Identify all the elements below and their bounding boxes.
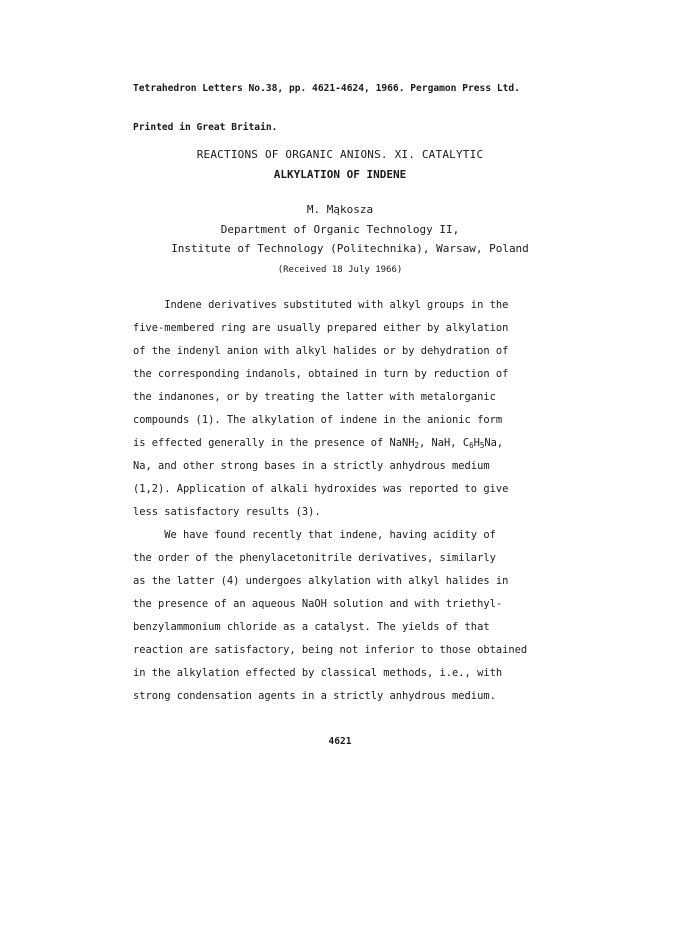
body-line: of the indenyl anion with alkyl halides or by dehydration of xyxy=(133,345,509,357)
article-title-line-1: REACTIONS OF ORGANIC ANIONS. XI. CATALYTIC xyxy=(196,148,484,161)
formula-text: is effected generally in the presence of NaNH xyxy=(133,437,415,449)
body-line: as the latter (4) undergoes alkylation with alkyl halides in xyxy=(133,575,509,587)
body-line: Indene derivatives substituted with alkyl groups in the xyxy=(133,299,509,311)
body-line: the corresponding indanols, obtained in turn by reduction of xyxy=(133,368,509,380)
journal-printed-in: Printed in Great Britain. xyxy=(133,122,278,133)
journal-header xyxy=(133,56,520,160)
author-name: M. Mąkosza xyxy=(306,203,374,216)
article-title-line-2: ALKYLATION OF INDENE xyxy=(273,168,407,181)
formula-subscript: 5 xyxy=(479,441,485,450)
affiliation-institute: Institute of Technology (Politechnika), Warsaw, Poland xyxy=(171,242,529,255)
body-line: five-membered ring are usually prepared either by alkylation xyxy=(133,322,509,334)
body-line: the indanones, or by treating the latter with metalorganic xyxy=(133,391,496,403)
body-line: compounds (1). The alkylation of indene in the anionic form xyxy=(133,414,503,426)
page-number: 4621 xyxy=(328,736,352,747)
received-date: (Received 18 July 1966) xyxy=(277,265,403,275)
formula-subscript: 2 xyxy=(414,441,420,450)
affiliation-department: Department of Organic Technology II, xyxy=(220,223,460,236)
body-line: less satisfactory results (3). xyxy=(133,506,321,518)
body-line: strong condensation agents in a strictly anhydrous medium. xyxy=(133,690,496,702)
body-line: the order of the phenylacetonitrile derivatives, similarly xyxy=(133,552,496,564)
formula-text: Na, xyxy=(484,437,504,449)
body-line: (1,2). Application of alkali hydroxides was reported to give xyxy=(133,483,509,495)
body-line: We have found recently that indene, having acidity of xyxy=(133,529,496,541)
formula-subscript: 6 xyxy=(469,441,474,450)
body-line: benzylammonium chloride as a catalyst. The yields of that xyxy=(133,621,490,633)
formula-text: H xyxy=(473,437,480,449)
body-line-formula xyxy=(133,436,503,450)
body-line: in the alkylation effected by classical methods, i.e., with xyxy=(133,667,503,679)
body-line: Na, and other strong bases in a strictly anhydrous medium xyxy=(133,460,490,472)
body-line: reaction are satisfactory, being not inferior to those obtained xyxy=(133,644,528,656)
formula-text: , NaH, C xyxy=(419,437,470,449)
journal-citation: Tetrahedron Letters No.38, pp. 4621-4624, 1966. Pergamon Press Ltd. xyxy=(133,83,520,94)
body-line: the presence of an aqueous NaOH solution and with triethyl- xyxy=(133,598,503,610)
